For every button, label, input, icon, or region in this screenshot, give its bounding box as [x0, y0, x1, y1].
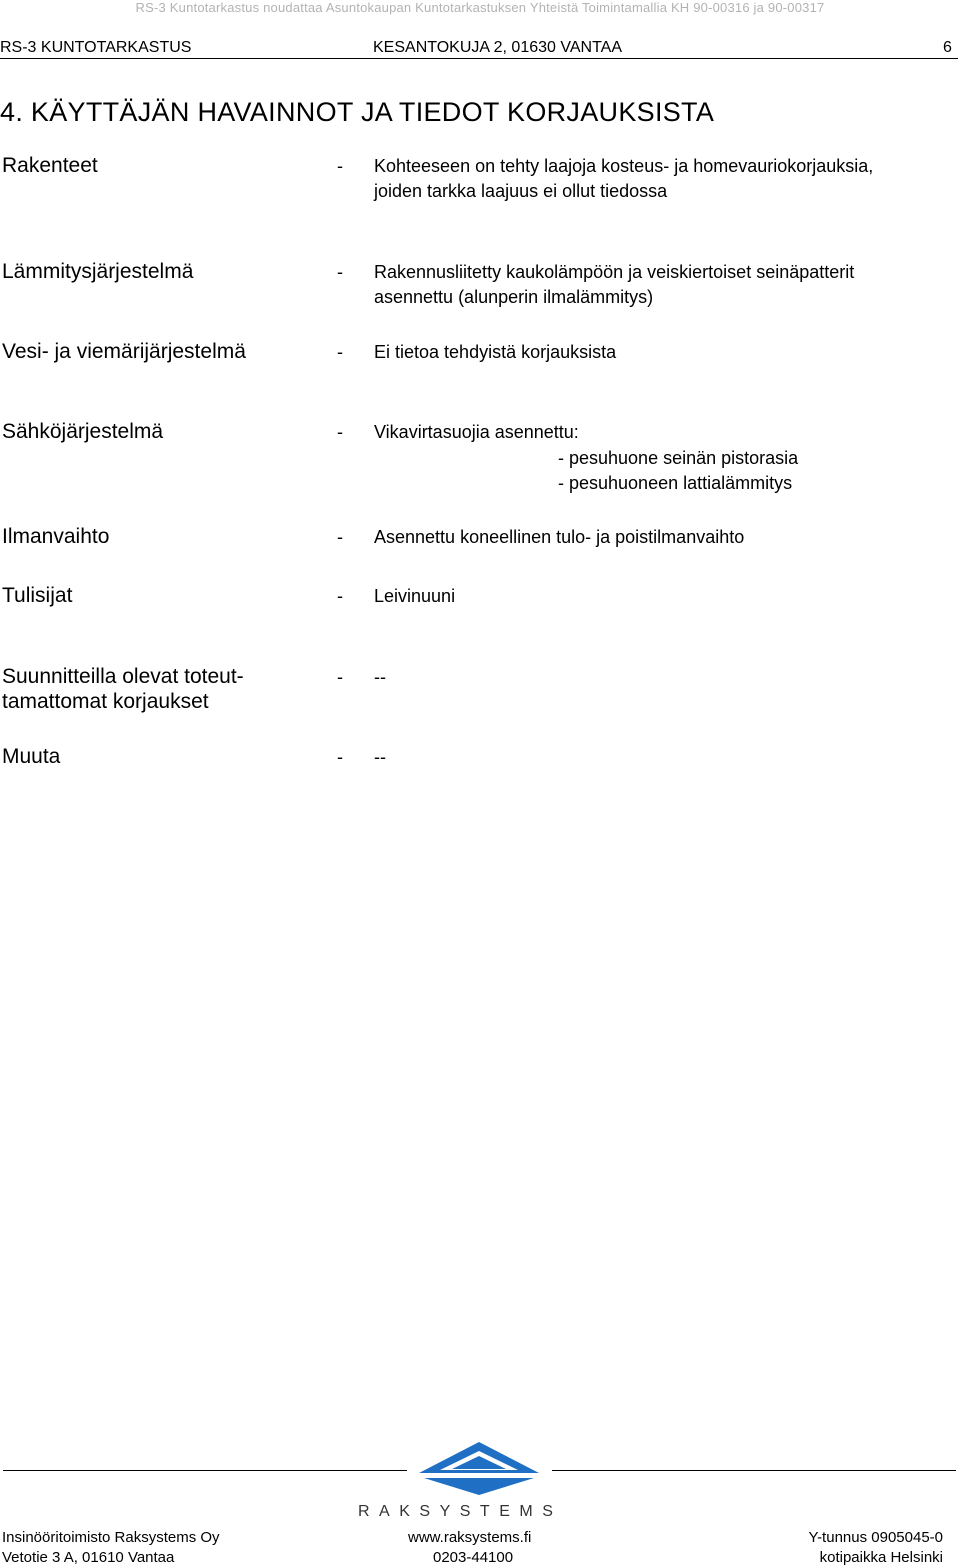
footer-company: Insinööritoimisto Raksystems Oy — [2, 1529, 220, 1546]
footer-address: Vetotie 3 A, 01610 Vantaa — [2, 1549, 175, 1566]
section-label: Sähköjärjestelmä — [2, 420, 164, 443]
header-address: KESANTOKUJA 2, 01630 VANTAA — [373, 39, 622, 56]
page-number: 6 — [943, 39, 952, 56]
section-label: Ilmanvaihto — [2, 525, 110, 548]
section-dash: - — [337, 262, 343, 282]
section-dash: - — [337, 667, 343, 687]
top-note: RS-3 Kuntotarkastus noudattaa Asuntokaupan Kuntotarkastuksen Yhteistä Toimintamallia KH 90-00316 ja 90-00317 — [135, 0, 825, 15]
footer-rule-left — [3, 1470, 407, 1471]
section-label: Rakenteet — [2, 154, 98, 177]
section-subvalue: - pesuhuoneen lattialämmitys — [558, 473, 793, 493]
section-value: -- — [374, 747, 386, 767]
section-heading: 4. KÄYTTÄJÄN HAVAINNOT JA TIEDOT KORJAUKSISTA — [0, 97, 715, 127]
section-value: -- — [374, 667, 386, 687]
section-label: Muuta — [2, 745, 61, 768]
section-label: Tulisijat — [2, 584, 73, 607]
header-title: RS-3 KUNTOTARKASTUS — [0, 39, 192, 56]
section-label: tamattomat korjaukset — [2, 690, 209, 713]
section-subvalue: - pesuhuone seinän pistorasia — [558, 448, 799, 468]
section-value: asennettu (alunperin ilmalämmitys) — [374, 287, 654, 307]
section-value: Kohteeseen on tehty laajoja kosteus- ja homevauriokorjauksia, — [374, 156, 874, 176]
footer-website[interactable]: www.raksystems.fi — [408, 1529, 532, 1546]
section-dash: - — [337, 342, 343, 362]
section-dash: - — [337, 156, 343, 176]
section-label: Suunnitteilla olevat toteut- — [2, 665, 244, 688]
section-dash: - — [337, 422, 343, 442]
footer-domicile: kotipaikka Helsinki — [819, 1549, 943, 1566]
logo-wordmark: RAKSYSTEMS — [358, 1503, 563, 1520]
section-label: Lämmitysjärjestelmä — [2, 260, 194, 283]
section-value: Asennettu koneellinen tulo- ja poistilmanvaihto — [374, 527, 745, 547]
section-dash: - — [337, 527, 343, 547]
header-rule — [0, 58, 958, 59]
section-value: Vikavirtasuojia asennettu: — [374, 422, 579, 442]
section-label: Vesi- ja viemärijärjestelmä — [2, 340, 246, 363]
section-value: Leivinuuni — [374, 586, 456, 606]
section-value: joiden tarkka laajuus ei ollut tiedossa — [374, 181, 668, 201]
footer-rule-right — [552, 1470, 956, 1471]
footer-business-id: Y-tunnus 0905045-0 — [808, 1529, 943, 1546]
section-dash: - — [337, 586, 343, 606]
section-value: Ei tietoa tehdyistä korjauksista — [374, 342, 617, 362]
section-dash: - — [337, 747, 343, 767]
raksystems-logo-icon — [418, 1442, 540, 1496]
footer-phone: 0203-44100 — [433, 1549, 514, 1566]
section-value: Rakennusliitetty kaukolämpöön ja veiskiertoiset seinäpatterit — [374, 262, 855, 282]
